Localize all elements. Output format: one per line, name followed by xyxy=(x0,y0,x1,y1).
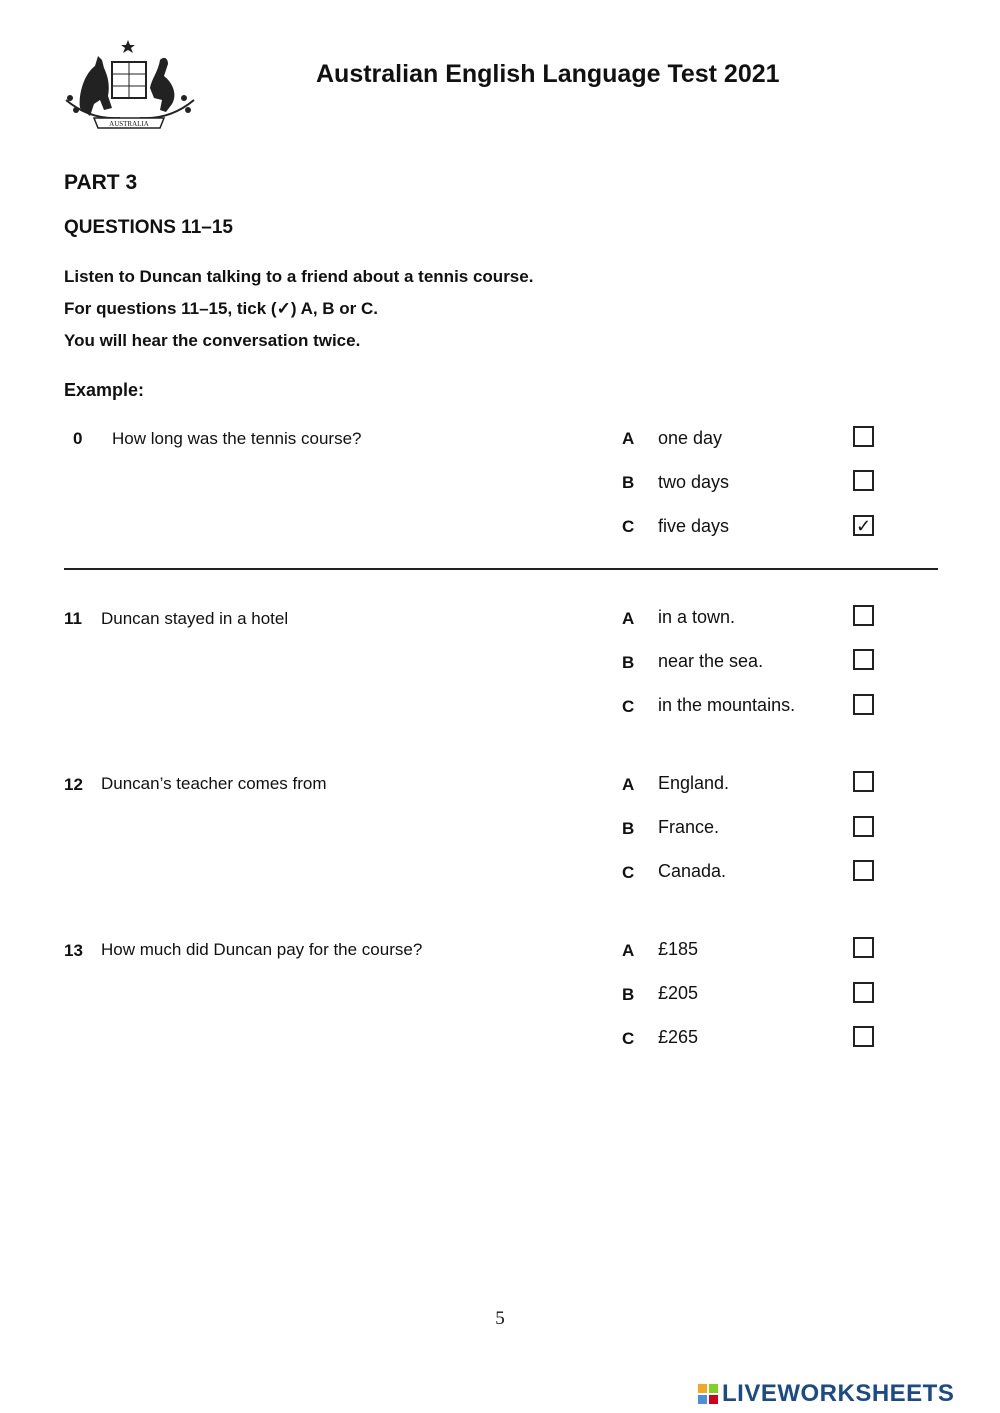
q12-option-c-checkbox[interactable] xyxy=(853,860,874,881)
questions-range-heading: QUESTIONS 11–15 xyxy=(64,217,233,238)
q12-option-letter: B xyxy=(622,819,635,838)
q13-option-text: £265 xyxy=(658,1027,699,1047)
example-option-a-checkbox[interactable] xyxy=(853,426,874,447)
q13-option-c-checkbox[interactable] xyxy=(853,1026,874,1047)
example-question-text: How long was the tennis course? xyxy=(112,429,362,448)
example-option-letter: B xyxy=(622,473,635,492)
q12-option-text: England. xyxy=(658,773,730,793)
q13-option-letter: A xyxy=(622,941,635,960)
example-option-b-checkbox[interactable] xyxy=(853,470,874,491)
q11-option-letter: A xyxy=(622,609,635,628)
example-option-letter: A xyxy=(622,429,635,448)
instruction-line-1: Listen to Duncan talking to a friend about a tennis course. xyxy=(64,267,534,286)
q13-option-letter: C xyxy=(622,1029,635,1048)
australian-coat-of-arms-logo xyxy=(60,38,200,138)
q13-option-text: £185 xyxy=(658,939,699,959)
example-option-text: two days xyxy=(658,472,730,492)
example-question-number: 0 xyxy=(73,429,83,448)
example-option-c-checkbox[interactable] xyxy=(853,515,874,536)
q11-option-b-checkbox[interactable] xyxy=(853,649,874,670)
question-13-number: 13 xyxy=(64,941,83,960)
q11-option-letter: C xyxy=(622,697,635,716)
q13-option-a-checkbox[interactable] xyxy=(853,937,874,958)
example-option-letter: C xyxy=(622,517,635,536)
q12-option-a-checkbox[interactable] xyxy=(853,771,874,792)
liveworksheets-logo xyxy=(698,1380,954,1408)
page-number: 5 xyxy=(495,1308,505,1329)
question-12-number: 12 xyxy=(64,775,83,794)
example-option-text: one day xyxy=(658,428,723,448)
q11-option-text: near the sea. xyxy=(658,651,764,671)
instruction-line-2: For questions 11–15, tick (✓) A, B or C. xyxy=(64,299,379,318)
crest-scroll-text: AUSTRALIA xyxy=(109,120,149,128)
q12-option-text: Canada. xyxy=(658,861,727,881)
q11-option-c-checkbox[interactable] xyxy=(853,694,874,715)
q13-option-text: £205 xyxy=(658,983,699,1003)
question-13-text: How much did Duncan pay for the course? xyxy=(101,940,423,959)
example-label: Example: xyxy=(64,380,145,400)
instruction-line-3: You will hear the conversation twice. xyxy=(64,331,361,350)
q11-option-a-checkbox[interactable] xyxy=(853,605,874,626)
q12-option-letter: C xyxy=(622,863,635,882)
question-11-number: 11 xyxy=(64,609,82,628)
liveworksheets-brand-text: LIVEWORKSHEETS xyxy=(722,1380,955,1407)
section-divider xyxy=(64,568,938,570)
q11-option-letter: B xyxy=(622,653,635,672)
q12-option-text: France. xyxy=(658,817,720,837)
question-12-text: Duncan’s teacher comes from xyxy=(101,774,327,793)
liveworksheets-icon xyxy=(698,1384,718,1404)
q13-option-b-checkbox[interactable] xyxy=(853,982,874,1003)
question-11-text: Duncan stayed in a hotel xyxy=(101,609,289,628)
q11-option-text: in a town. xyxy=(658,607,736,627)
example-option-text: five days xyxy=(658,516,730,536)
q12-option-letter: A xyxy=(622,775,635,794)
test-title: Australian English Language Test 2021 xyxy=(316,60,780,88)
check-mark-icon: ✓ xyxy=(855,515,872,536)
q13-option-letter: B xyxy=(622,985,635,1004)
q12-option-b-checkbox[interactable] xyxy=(853,816,874,837)
q11-option-text: in the mountains. xyxy=(658,695,796,715)
part-heading: PART 3 xyxy=(64,171,138,194)
